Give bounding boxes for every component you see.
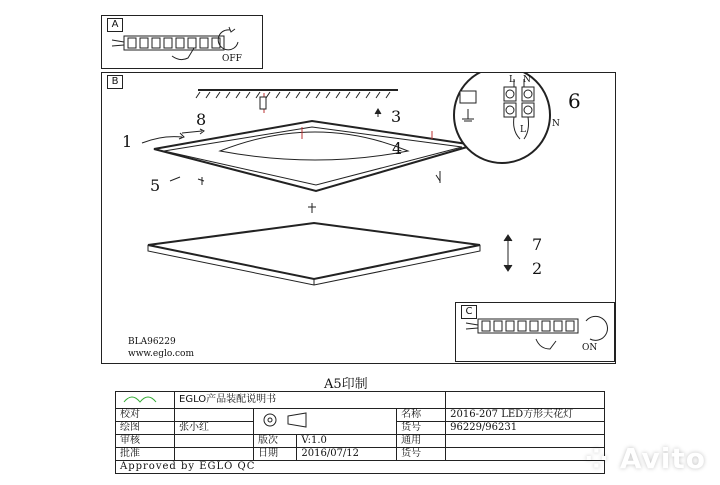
apply-label: 通用 [397, 435, 446, 448]
callout-6: 6 [568, 89, 581, 113]
model-number: BLA96229 [128, 337, 176, 347]
panel-b-tag: B [107, 75, 123, 89]
date-label: 日期 [254, 448, 297, 461]
row1-label: 校对 [116, 409, 175, 422]
wire-label-n-right: N [552, 119, 560, 129]
on-label: ON [582, 343, 598, 353]
wire-label-l-left: L [509, 75, 515, 85]
callout-3: 3 [391, 107, 402, 126]
avito-watermark [585, 442, 706, 475]
drawer-name: 张小红 [175, 422, 254, 435]
website: www.eglo.com [128, 349, 194, 359]
apply2-label: 货号 [397, 448, 446, 461]
off-label: OFF [222, 54, 242, 64]
blank-top [446, 392, 605, 409]
callout-7: 7 [532, 235, 543, 254]
row1-value [175, 409, 254, 422]
row3-label: 审核 [116, 435, 175, 448]
row2-label: 绘图 [116, 422, 175, 435]
logo-cell [116, 392, 175, 409]
callout-4: 4 [392, 139, 403, 158]
eglo-logo-icon [120, 392, 160, 404]
doc-title: EGLO产品装配说明书 [175, 392, 446, 409]
wire-label-n-left: N [523, 75, 531, 85]
callout-5: 5 [150, 176, 161, 195]
apply-value [446, 435, 605, 448]
title-block [115, 391, 605, 474]
row4-value [175, 448, 254, 461]
row3-value [175, 435, 254, 448]
version-label: 版次 [254, 435, 297, 448]
name-value: 2016-207 LED方形天花灯 [446, 409, 605, 422]
callout-2: 2 [532, 259, 543, 278]
panel-a [101, 15, 263, 69]
row4-label: 批准 [116, 448, 175, 461]
panel-a-tag: A [107, 18, 123, 32]
projection-symbol [254, 409, 397, 435]
wire-label-l-right: L [520, 125, 526, 135]
name-label: 名称 [397, 409, 446, 422]
code-label: 货号 [397, 422, 446, 435]
code-value: 96229/96231 [446, 422, 605, 435]
callout-8: 8 [196, 110, 207, 129]
projection-icon [258, 410, 318, 430]
date-value: 2016/07/12 [297, 448, 397, 461]
panel-c-tag: C [461, 305, 477, 319]
watermark-text: Avito [619, 442, 706, 475]
callout-1: 1 [122, 132, 133, 151]
panel-c [455, 302, 615, 362]
approved-line: Approved by EGLO QC [116, 461, 605, 474]
apply2-value [446, 448, 605, 461]
version-value: V:1.0 [297, 435, 397, 448]
print-label: A5印制 [324, 377, 368, 392]
avito-dots-icon: ⁘ [584, 442, 610, 475]
